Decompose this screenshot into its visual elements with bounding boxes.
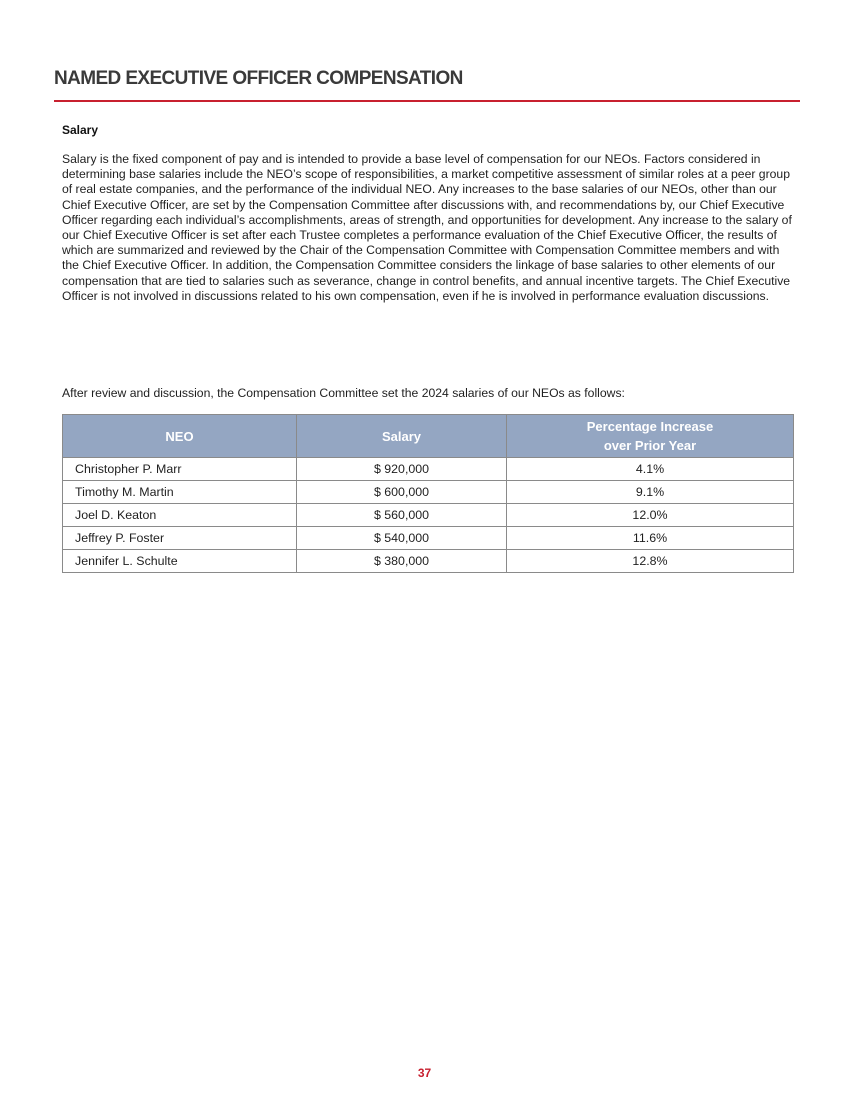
header-pct-line2: over Prior Year xyxy=(603,438,697,453)
salary-cell: $ 920,000 xyxy=(297,458,507,481)
salary-table xyxy=(62,414,794,573)
pct-increase-cell: 9.1% xyxy=(507,481,794,504)
salary-cell: $ 600,000 xyxy=(297,481,507,504)
header-percentage-increase xyxy=(507,415,794,458)
table-header-row xyxy=(63,415,794,458)
pct-increase-cell: 12.0% xyxy=(507,504,794,527)
table-row xyxy=(63,550,794,573)
header-salary: Salary xyxy=(297,415,507,458)
neo-name-cell: Timothy M. Martin xyxy=(63,481,297,504)
table-row xyxy=(63,527,794,550)
pct-increase-cell: 4.1% xyxy=(507,458,794,481)
salary-subheading: Salary xyxy=(62,123,99,137)
header-neo: NEO xyxy=(63,415,297,458)
neo-name-cell: Christopher P. Marr xyxy=(63,458,297,481)
salary-cell: $ 540,000 xyxy=(297,527,507,550)
pct-increase-cell: 11.6% xyxy=(507,527,794,550)
pct-increase-cell: 12.8% xyxy=(507,550,794,573)
salary-description-paragraph: Salary is the fixed component of pay and is intended to provide a base level of compensation for our NEOs. Factors considered in determining base salaries include the NEO’s scope of responsibilities, a market competitive assessment of similar roles at a peer group of real estate companies, and the performance of the individual NEO. Any increases to the base salaries of our NEOs, other than our Chief Executive Officer, are set by the Compensation Committee after discussions with, and recommendations by, our Chief Executive Officer regarding each individual’s accomplishments, areas of strength, and opportunities for development. Any increase to the salary of our Chief Executive Officer is set after each Trustee completes a performance evaluation of the Chief Executive Officer, the results of which are summarized and reviewed by the Chair of the Compensation Committee with Compensation Committee members and with the Chief Executive Officer. In addition, the Compensation Committee considers the linkage of base salaries to other elements of our compensation that are tied to salaries such as severance, change in control benefits, and annual incentive targets. The Chief Executive Officer is not involved in discussions related to his own compensation, even if he is involved in performance evaluation discussions. xyxy=(62,152,792,303)
table-row xyxy=(63,458,794,481)
table-row xyxy=(63,481,794,504)
neo-name-cell: Jennifer L. Schulte xyxy=(63,550,297,573)
salary-cell: $ 560,000 xyxy=(297,504,507,527)
table-intro-paragraph: After review and discussion, the Compensation Committee set the 2024 salaries of our NEOs as follows: xyxy=(62,386,625,400)
header-pct-line1: Percentage Increase xyxy=(586,419,714,434)
page-number: 37 xyxy=(417,1066,432,1080)
page-title: NAMED EXECUTIVE OFFICER COMPENSATION xyxy=(54,68,463,89)
neo-name-cell: Jeffrey P. Foster xyxy=(63,527,297,550)
salary-cell: $ 380,000 xyxy=(297,550,507,573)
title-divider xyxy=(54,100,800,102)
table-row xyxy=(63,504,794,527)
neo-name-cell: Joel D. Keaton xyxy=(63,504,297,527)
